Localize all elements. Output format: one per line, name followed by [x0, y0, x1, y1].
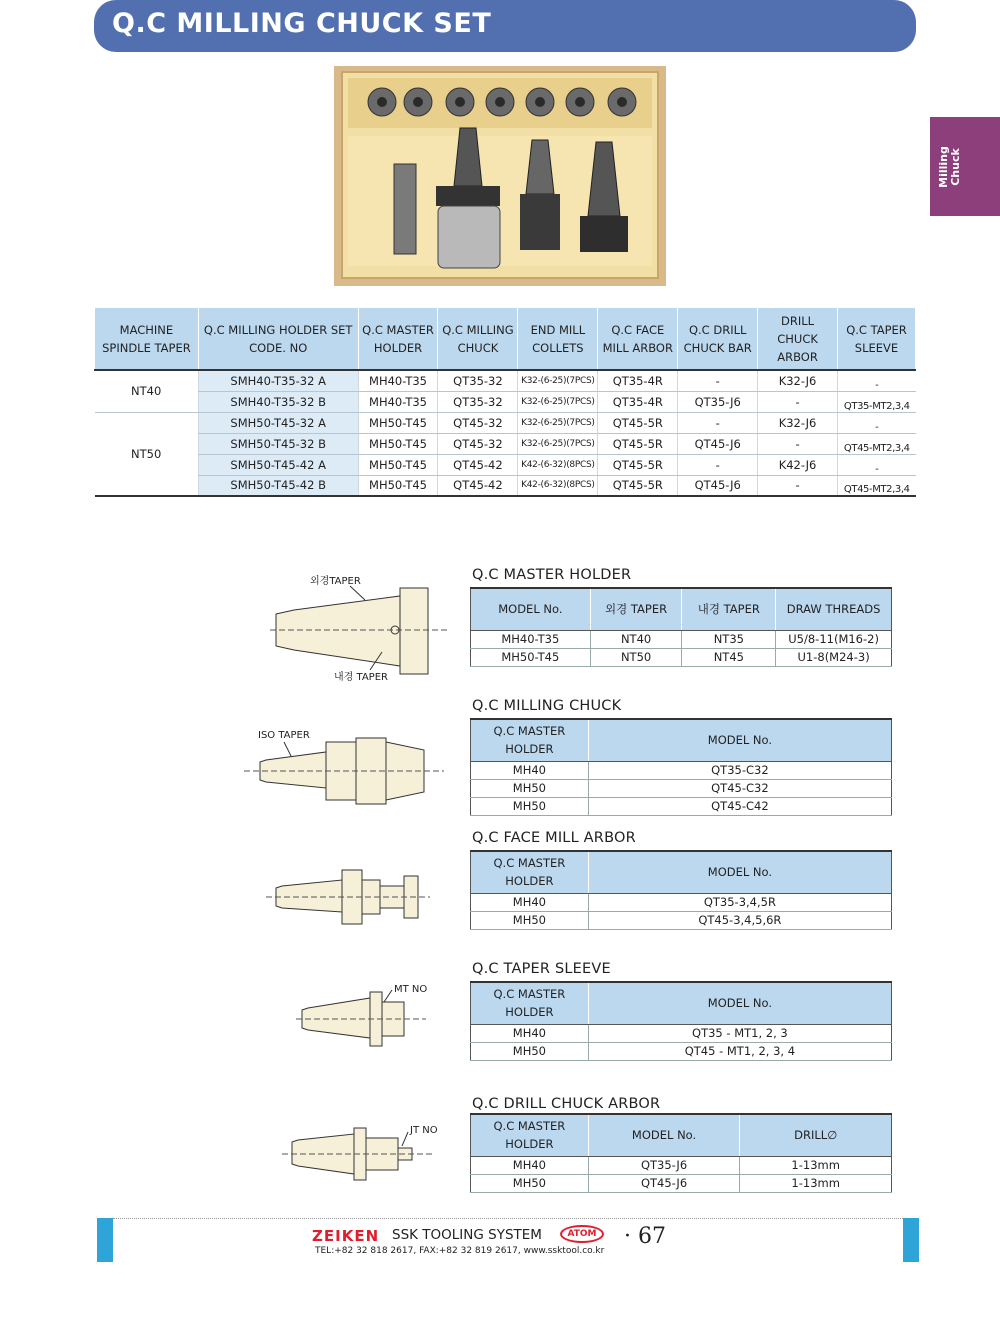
table-cell: MH50-T45 [471, 648, 591, 666]
footer-left-bar [97, 1218, 113, 1262]
table-cell: NT50 [590, 648, 682, 666]
table-cell: MH40 [471, 761, 589, 779]
header-model-no: MODEL No. [588, 851, 891, 893]
table-cell: QT35-32 [438, 370, 518, 391]
outer-taper-label: 외경TAPER [310, 576, 361, 587]
table-cell: K42-(6-32)(8PCS) [518, 475, 598, 496]
drill-chuck-arbor-table [470, 1113, 892, 1193]
table-row [471, 797, 892, 815]
table-cell: MH50-T45 [358, 475, 438, 496]
spindle-cell: NT50 [95, 412, 199, 496]
header-end-mill-collets: END MILL COLLETS [518, 308, 598, 370]
table-cell: QT45-32 [438, 412, 518, 433]
table-cell: U5/8-11(M16-2) [776, 630, 892, 648]
page-title: Q.C MILLING CHUCK SET [112, 8, 492, 39]
table-row [471, 779, 892, 797]
milling-holder-set-table [94, 308, 916, 497]
header-taper-sleeve: Q.C TAPER SLEEVE [837, 308, 915, 370]
table-cell: MH40 [471, 1156, 589, 1174]
table-cell: K32-(6-25)(7PCS) [518, 412, 598, 433]
table-cell: QT45-5R [598, 475, 678, 496]
table-cell: MH50 [471, 911, 589, 929]
table-cell: MH50 [471, 779, 589, 797]
master-holder-table [470, 587, 892, 667]
side-tab[interactable] [930, 117, 1000, 216]
table-cell: - [758, 391, 838, 412]
table-row [471, 1042, 892, 1060]
set-code-cell: SMH50-T45-42 B [198, 475, 358, 496]
set-code-cell: SMH50-T45-42 A [198, 454, 358, 475]
header-model-no: MODEL No. [588, 982, 891, 1024]
header-outer-taper: 외경 TAPER [590, 588, 682, 630]
face-mill-arbor-title: Q.C FACE MILL ARBOR [472, 830, 636, 846]
header-model-no: MODEL No. [588, 1114, 740, 1156]
table-cell: K32-J6 [758, 412, 838, 433]
set-code-cell: SMH40-T35-32 A [198, 370, 358, 391]
table-cell: MH50 [471, 1042, 589, 1060]
contact-info: TEL:+82 32 818 2617, FAX:+82 32 819 2617, www.ssktool.co.kr [315, 1246, 605, 1256]
table-cell: MH40-T35 [358, 391, 438, 412]
table-row [471, 1156, 892, 1174]
set-code-cell: SMH50-T45-32 B [198, 433, 358, 454]
header-drill-diameter: DRILL∅ [740, 1114, 892, 1156]
title-bar [94, 0, 916, 52]
milling-chuck-title: Q.C MILLING CHUCK [472, 698, 622, 714]
table-cell: QT45-3,4,5,6R [588, 911, 891, 929]
table-cell: MH50-T45 [358, 412, 438, 433]
header-holder-set-code: Q.C MILLING HOLDER SET CODE. NO [198, 308, 358, 370]
table-cell: NT35 [682, 630, 776, 648]
table-cell: QT45-5R [598, 433, 678, 454]
header-master-holder: Q.C MASTER HOLDER [358, 308, 438, 370]
master-holder-title: Q.C MASTER HOLDER [472, 567, 632, 583]
header-model-no: MODEL No. [471, 588, 591, 630]
milling-chuck-table [470, 718, 892, 816]
mt-no-label: MT NO [394, 984, 428, 995]
drill-chuck-arbor-drawing [282, 1120, 442, 1182]
drill-chuck-arbor-title: Q.C DRILL CHUCK ARBOR [472, 1096, 661, 1112]
iso-taper-label: ISO TAPER [258, 730, 310, 741]
table-cell: QT45-J6 [588, 1174, 740, 1192]
table-cell: QT35-J6 [678, 391, 758, 412]
header-master-holder: Q.C MASTER HOLDER [471, 851, 589, 893]
set-code-cell: SMH50-T45-32 A [198, 412, 358, 433]
table-cell: MH40 [471, 893, 589, 911]
table-cell: MH40-T35 [471, 630, 591, 648]
footer [97, 1218, 919, 1262]
table-cell: K32-(6-25)(7PCS) [518, 370, 598, 391]
table-row [95, 391, 916, 412]
table-cell: K32-(6-25)(7PCS) [518, 433, 598, 454]
footer-right-bar [903, 1218, 919, 1262]
footer-divider [113, 1218, 903, 1219]
header-inner-taper: 내경 TAPER [682, 588, 776, 630]
atom-logo: ATOM [560, 1225, 604, 1243]
table-row [471, 893, 892, 911]
table-row [471, 911, 892, 929]
face-mill-arbor-drawing [266, 862, 432, 932]
table-cell: MH40-T35 [358, 370, 438, 391]
table-cell: QT35-3,4,5R [588, 893, 891, 911]
table-cell: QT45-MT2,3,4 [837, 475, 915, 496]
table-row [95, 475, 916, 496]
table-cell: U1-8(M24-3) [776, 648, 892, 666]
table-cell: MH40 [471, 1024, 589, 1042]
brand-logo: ZEIKEN [312, 1227, 380, 1245]
face-mill-arbor-table [470, 850, 892, 930]
company-name: SSK TOOLING SYSTEM [392, 1227, 542, 1243]
jt-no-label: JT NO [410, 1125, 438, 1136]
table-cell: K42-(6-32)(8PCS) [518, 454, 598, 475]
table-cell: QT45-42 [438, 454, 518, 475]
table-cell: - [678, 412, 758, 433]
table-cell: QT35 - MT1, 2, 3 [588, 1024, 891, 1042]
table-cell: QT45-5R [598, 454, 678, 475]
page-number: · 67 [624, 1224, 666, 1249]
table-cell: K32-J6 [758, 370, 838, 391]
side-tab-label: Milling Chuck [937, 146, 962, 188]
table-cell: QT45-42 [438, 475, 518, 496]
set-code-cell: SMH40-T35-32 B [198, 391, 358, 412]
taper-sleeve-title: Q.C TAPER SLEEVE [472, 961, 611, 977]
table-row [471, 1024, 892, 1042]
header-milling-chuck: Q.C MILLING CHUCK [438, 308, 518, 370]
taper-sleeve-drawing [296, 980, 436, 1056]
table-row [471, 1174, 892, 1192]
table-cell: - [758, 433, 838, 454]
table-cell: 1-13mm [740, 1156, 892, 1174]
master-holder-drawing [270, 570, 450, 686]
header-master-holder: Q.C MASTER HOLDER [471, 1114, 589, 1156]
table-row [471, 761, 892, 779]
table-cell: - [837, 412, 915, 433]
table-cell: QT45-C32 [588, 779, 891, 797]
table-cell: MH50 [471, 797, 589, 815]
table-cell: - [837, 370, 915, 391]
milling-chuck-drawing [244, 724, 446, 816]
table-row [95, 370, 916, 391]
table-cell: - [678, 370, 758, 391]
table-cell: K42-J6 [758, 454, 838, 475]
table-cell: 1-13mm [740, 1174, 892, 1192]
table-row [471, 630, 892, 648]
header-face-mill-arbor: Q.C FACE MILL ARBOR [598, 308, 678, 370]
table-row [95, 454, 916, 475]
table-cell: MH50-T45 [358, 454, 438, 475]
spindle-cell: NT40 [95, 370, 199, 412]
table-cell: QT45-J6 [678, 475, 758, 496]
table-cell: MH50 [471, 1174, 589, 1192]
table-cell: QT35-J6 [588, 1156, 740, 1174]
table-cell: QT35-C32 [588, 761, 891, 779]
header-drill-chuck-bar: Q.C DRILL CHUCK BAR [678, 308, 758, 370]
table-cell: QT45-C42 [588, 797, 891, 815]
table-row [95, 412, 916, 433]
table-header-row [471, 982, 892, 1024]
table-cell: - [758, 475, 838, 496]
table-cell: K32-(6-25)(7PCS) [518, 391, 598, 412]
table-cell: QT45-J6 [678, 433, 758, 454]
table-header-row [471, 851, 892, 893]
inner-taper-label: 내경 TAPER [334, 672, 388, 683]
table-cell: - [678, 454, 758, 475]
product-photo [334, 66, 666, 286]
table-row [471, 648, 892, 666]
table-cell: - [837, 454, 915, 475]
table-cell: QT45-32 [438, 433, 518, 454]
table-header-row [471, 588, 892, 630]
table-cell: MH50-T45 [358, 433, 438, 454]
table-cell: QT35-MT2,3,4 [837, 391, 915, 412]
table-cell: QT35-4R [598, 391, 678, 412]
table-header-row [471, 719, 892, 761]
header-machine-spindle-taper: MACHINE SPINDLE TAPER [95, 308, 199, 370]
table-row [95, 433, 916, 454]
table-cell: NT40 [590, 630, 682, 648]
table-header-row [95, 308, 916, 370]
header-drill-chuck-arbor: DRILL CHUCK ARBOR [758, 308, 838, 370]
header-master-holder: Q.C MASTER HOLDER [471, 982, 589, 1024]
header-master-holder: Q.C MASTER HOLDER [471, 719, 589, 761]
header-draw-threads: DRAW THREADS [776, 588, 892, 630]
taper-sleeve-table [470, 981, 892, 1061]
header-model-no: MODEL No. [588, 719, 891, 761]
table-cell: QT35-4R [598, 370, 678, 391]
table-cell: QT45 - MT1, 2, 3, 4 [588, 1042, 891, 1060]
table-cell: QT35-32 [438, 391, 518, 412]
table-cell: QT45-5R [598, 412, 678, 433]
table-header-row [471, 1114, 892, 1156]
table-cell: QT45-MT2,3,4 [837, 433, 915, 454]
table-cell: NT45 [682, 648, 776, 666]
